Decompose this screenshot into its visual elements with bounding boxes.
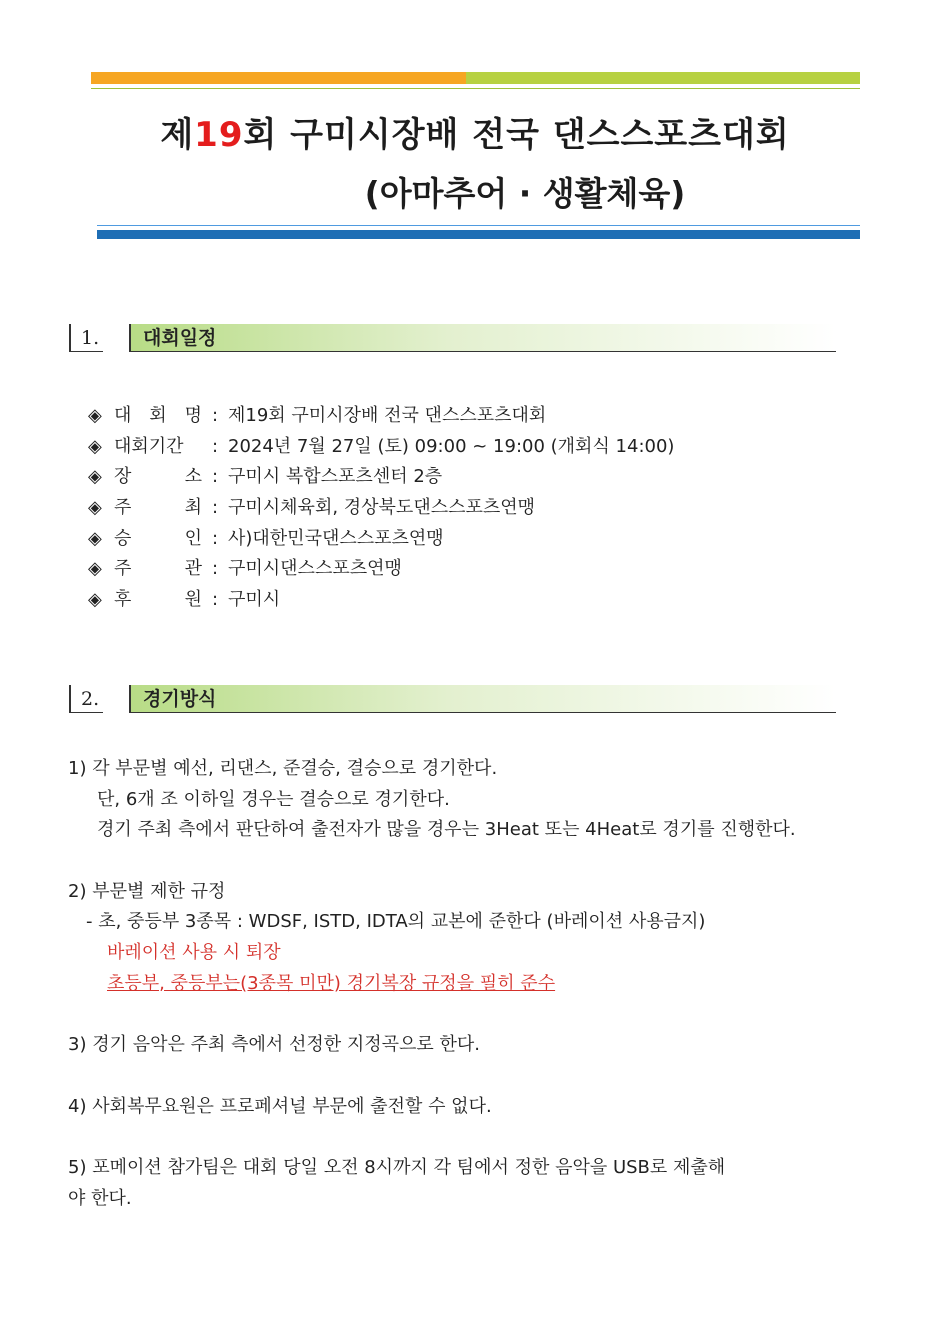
section-1-title: 대회일정 — [129, 324, 836, 352]
warning-text: 바레이션 사용 시 퇴장 — [107, 942, 281, 964]
top-thin-line — [91, 88, 860, 89]
paragraph-line: - 초, 중등부 3종목 : WDSF, ISTD, IDTA의 교본에 준한다 (바레이션 사용금지) — [86, 911, 706, 933]
warning-underlined-text: 초등부, 중등부는(3종목 미만) 경기복장 규정을 필히 준수 — [107, 972, 556, 994]
page-title: 제19회 구미시장배 전국 댄스스포츠대회 — [160, 115, 790, 155]
diamond-bullet-icon: ◈ — [88, 405, 102, 426]
paragraph-line: 3) 경기 음악은 주최 측에서 선정한 지정곡으로 한다. — [68, 1034, 481, 1056]
diamond-bullet-icon: ◈ — [88, 589, 102, 611]
section-2-number: 2. — [69, 685, 103, 713]
schedule-list — [88, 401, 848, 616]
list-item: ◈ 주 관 : 구미시댄스스포츠연맹 — [88, 554, 848, 585]
list-item: ◈ 주 최 : 구미시체육회, 경상북도댄스스포츠연맹 — [88, 493, 848, 524]
item-value: 구미시 복합스포츠센터 2층 — [228, 466, 443, 488]
diamond-bullet-icon: ◈ — [88, 558, 102, 580]
item-label: 주 관 — [114, 558, 202, 580]
diamond-bullet-icon: ◈ — [88, 497, 102, 519]
top-color-bar — [91, 72, 860, 84]
diamond-bullet-icon: ◈ — [88, 435, 102, 457]
item-value: 구미시 — [228, 589, 281, 611]
top-bar-orange — [91, 72, 466, 84]
item-label: 대회기간 — [114, 435, 184, 457]
paragraph-line: 단, 6개 조 이하일 경우는 결승으로 경기한다. — [97, 788, 450, 810]
item-value: 구미시체육회, 경상북도댄스스포츠연맹 — [228, 497, 536, 519]
title-number: 19 — [194, 115, 244, 155]
paragraph-line: 4) 사회복무요원은 프로페셔널 부문에 출전할 수 없다. — [68, 1095, 492, 1117]
item-value: 사)대한민국댄스스포츠연맹 — [228, 527, 444, 549]
bottom-thin-line — [97, 225, 860, 226]
item-label: 주 최 — [114, 497, 202, 519]
item-label: 승 인 — [114, 527, 202, 549]
diamond-bullet-icon: ◈ — [88, 527, 102, 549]
item-value: 제19회 구미시장배 전국 댄스스포츠대회 — [228, 405, 547, 426]
list-item: ◈ 후 원 : 구미시 — [88, 585, 848, 616]
paragraph-line: 경기 주최 측에서 판단하여 출전자가 많을 경우는 3Heat 또는 4Heat로 경기를 진행한다. — [97, 819, 796, 841]
section-1-number: 1. — [69, 324, 103, 352]
list-item: ◈ 대회기간 : 2024년 7월 27일 (토) 09:00 ~ 19:00 (개회식 14:00) — [88, 432, 848, 463]
list-item: ◈ 대 회 명 : 제19회 구미시장배 전국 댄스스포츠대회 — [88, 401, 848, 432]
list-item: ◈ 장 소 : 구미시 복합스포츠센터 2층 — [88, 462, 848, 493]
section-1-header — [69, 324, 836, 354]
paragraph-line: 2) 부문별 제한 규정 — [68, 880, 226, 902]
list-item: ◈ 승 인 : 사)대한민국댄스스포츠연맹 — [88, 524, 848, 555]
page-subtitle: (아마추어 · 생활체육) — [364, 174, 686, 213]
section-2-title: 경기방식 — [129, 685, 836, 713]
section-2-header — [69, 685, 836, 715]
bottom-color-bar — [97, 230, 860, 239]
paragraph-line: 5) 포메이션 참가팀은 대회 당일 오전 8시까지 각 팀에서 정한 음악을 USB로 제출해 — [68, 1156, 726, 1178]
item-label: 대 회 명 — [114, 405, 202, 426]
item-label: 후 원 — [114, 589, 202, 611]
competition-rules — [68, 754, 882, 1214]
top-bar-green — [466, 72, 860, 84]
paragraph-line: 야 한다. — [68, 1187, 132, 1209]
item-label: 장 소 — [114, 466, 202, 488]
paragraph-line: 1) 각 부문별 예선, 리댄스, 준결승, 결승으로 경기한다. — [68, 758, 498, 779]
item-value: 구미시댄스스포츠연맹 — [228, 558, 402, 580]
item-value: 2024년 7월 27일 (토) 09:00 ~ 19:00 (개회식 14:00) — [228, 435, 675, 457]
diamond-bullet-icon: ◈ — [88, 466, 102, 488]
